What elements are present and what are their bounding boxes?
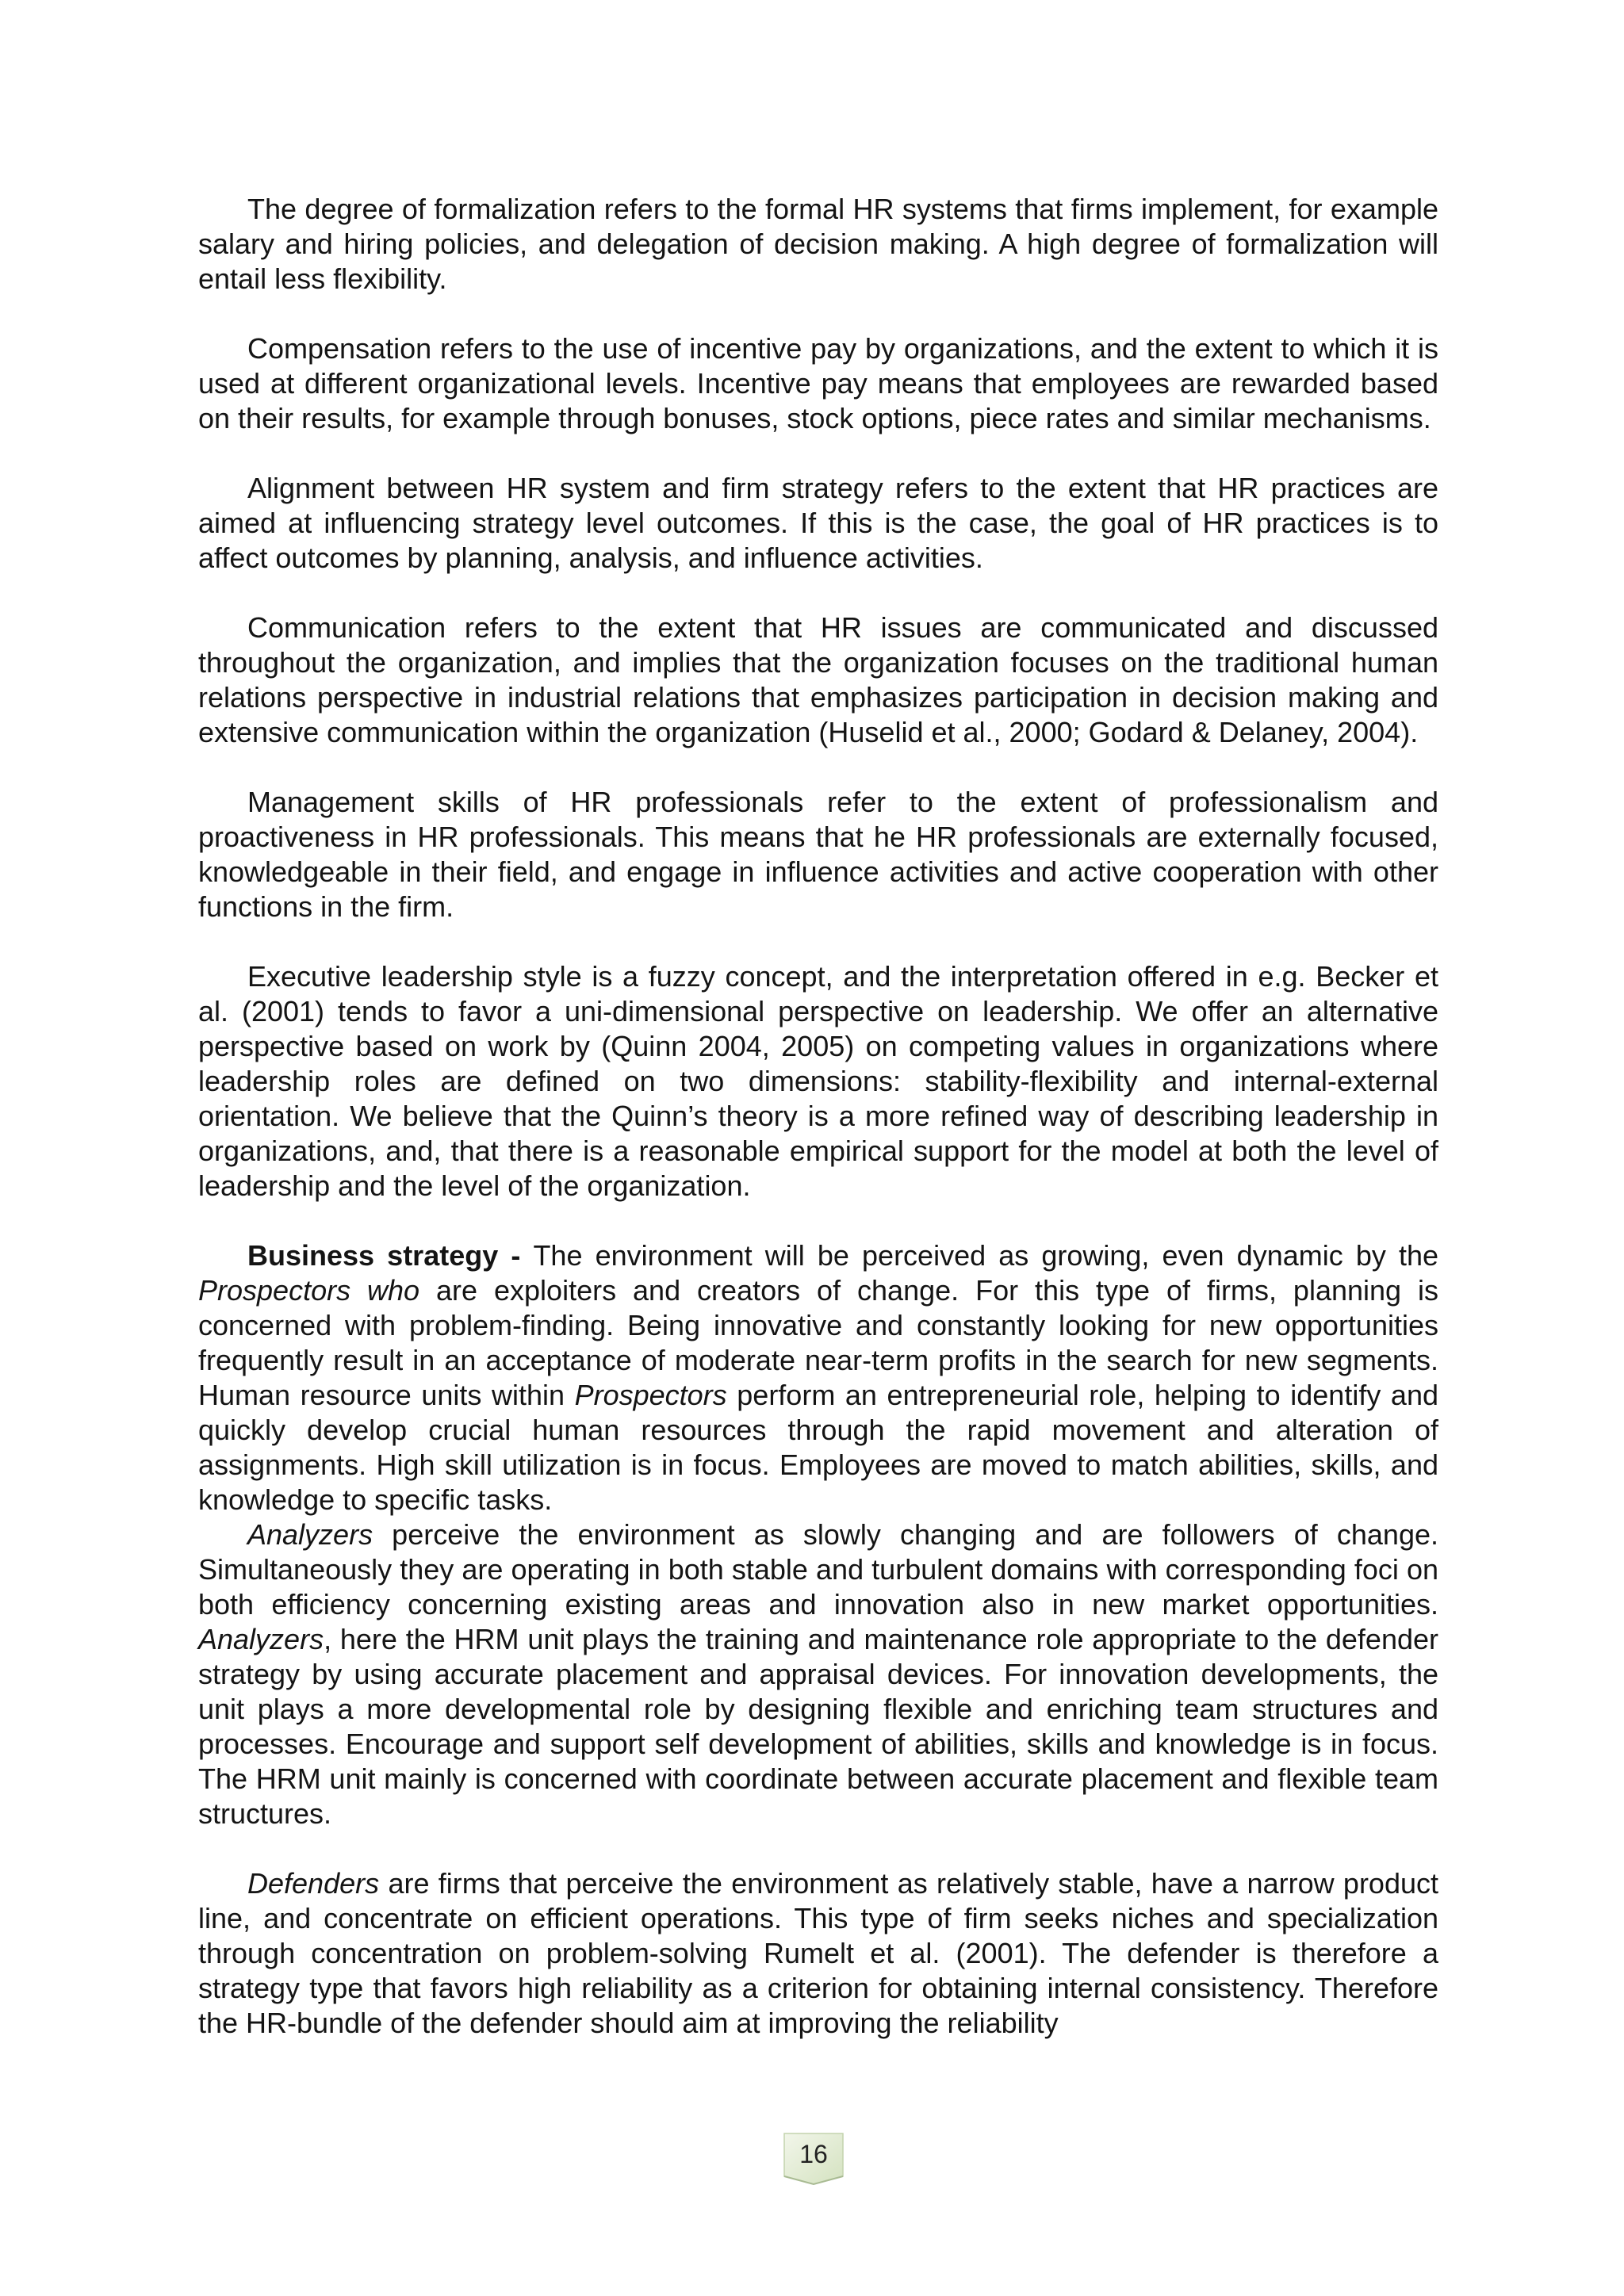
paragraph-communication bbox=[198, 610, 1438, 750]
text-run: Management skills of HR professionals refer to the extent of professionalism and proactiveness in HR professionals. This means that he HR professionals are externally focused, knowledgeable in their field, and engage in influence activities and active cooperation with other functions in the firm. bbox=[198, 786, 1438, 923]
paragraph-compensation bbox=[198, 331, 1438, 436]
text-run: Analyzers bbox=[247, 1518, 373, 1551]
page-number-badge bbox=[781, 2132, 846, 2186]
paragraph-management-skills bbox=[198, 785, 1438, 924]
text-run: The environment will be perceived as growing, even dynamic by the bbox=[533, 1239, 1439, 1272]
text-run: Prospectors who bbox=[198, 1274, 420, 1307]
text-run: Prospectors bbox=[574, 1379, 727, 1411]
document-body bbox=[198, 192, 1438, 2041]
text-run: are exploiters and creators of change. For this type of firms, planning is concerned with problem-finding. Being innovative and constantly looking for new opportunities frequently result in an acceptance of moderate near-term profits in the search for new segments. Human resource units within bbox=[198, 1274, 1439, 1411]
text-run: perceive the environment as slowly changing and are followers of change. Simultaneously they are operating in both stable and turbulent domains with corresponding foci on both efficiency concerning existing areas and innovation also in new market opportunities. bbox=[198, 1518, 1438, 1621]
text-run: , here the HRM unit plays the training and maintenance role appropriate to the defender strategy by using accurate placement and appraisal devices. For innovation developments, the unit plays a more developmental role by designing flexible and enriching team structures and processes. Encourage and support self development of abilities, skills and knowledge is in focus. The HRM unit mainly is concerned with coordinate between accurate placement and flexible team structures. bbox=[198, 1623, 1438, 1830]
paragraph-alignment bbox=[198, 471, 1438, 576]
text-run: Business strategy - bbox=[247, 1239, 534, 1272]
paragraph-formalization bbox=[198, 192, 1438, 297]
text-run: are firms that perceive the environment as relatively stable, have a narrow product line, and concentrate on efficient operations. This type of firm seeks niches and specialization through concentration on problem-solving Rumelt et al. (2001). The defender is therefore a strategy type that favors high reliability as a criterion for obtaining internal consistency. Therefore the HR-bundle of the defender should aim at improving the reliability bbox=[198, 1867, 1438, 2039]
paragraph-executive-leadership bbox=[198, 959, 1438, 1203]
text-run: The degree of formalization refers to the formal HR systems that firms implement, for example salary and hiring policies, and delegation of decision making. A high degree of formalization will entail less flexibility. bbox=[198, 193, 1438, 295]
paragraph-business-strategy bbox=[198, 1238, 1438, 1517]
text-run: Executive leadership style is a fuzzy concept, and the interpretation offered in e.g. Becker et al. (2001) tends to favor a uni-dimensional perspective on leadership. We offer an alternative perspective based on work by (Quinn 2004, 2005) on competing values in organizations where leadership roles are defined on two dimensions: stability-flexibility and internal-external orientation. We believe that the Quinn’s theory is a more refined way of describing leadership in organizations, and, that there is a reasonable empirical support for the model at both the level of leadership and the level of the organization. bbox=[198, 960, 1438, 1202]
paragraph-analyzers bbox=[198, 1517, 1438, 1831]
paragraph-defenders bbox=[198, 1866, 1438, 2041]
text-run: perform an entrepreneurial role, helping to identify and quickly develop crucial human resources through the rapid movement and alteration of assignments. High skill utilization is in focus. Employees are moved to match abilities, skills, and knowledge to specific tasks. bbox=[198, 1379, 1438, 1516]
text-run: Compensation refers to the use of incentive pay by organizations, and the extent to which it is used at different organizational levels. Incentive pay means that employees are rewarded based on their results, for example through bonuses, stock options, piece rates and similar mechanisms. bbox=[198, 332, 1438, 434]
text-run: Communication refers to the extent that HR issues are communicated and discussed throughout the organization, and implies that the organization focuses on the traditional human relations perspective in industrial relations that emphasizes participation in decision making and extensive communication within the organization (Huselid et al., 2000; Godard & Delaney, 2004). bbox=[198, 611, 1438, 748]
text-run: Analyzers bbox=[198, 1623, 324, 1655]
text-run: Defenders bbox=[247, 1867, 380, 1900]
text-run: Alignment between HR system and firm strategy refers to the extent that HR practices are aimed at influencing strategy level outcomes. If this is the case, the goal of HR practices is to affect outcomes by planning, analysis, and influence activities. bbox=[198, 472, 1438, 574]
page-number: 16 bbox=[799, 2140, 828, 2168]
